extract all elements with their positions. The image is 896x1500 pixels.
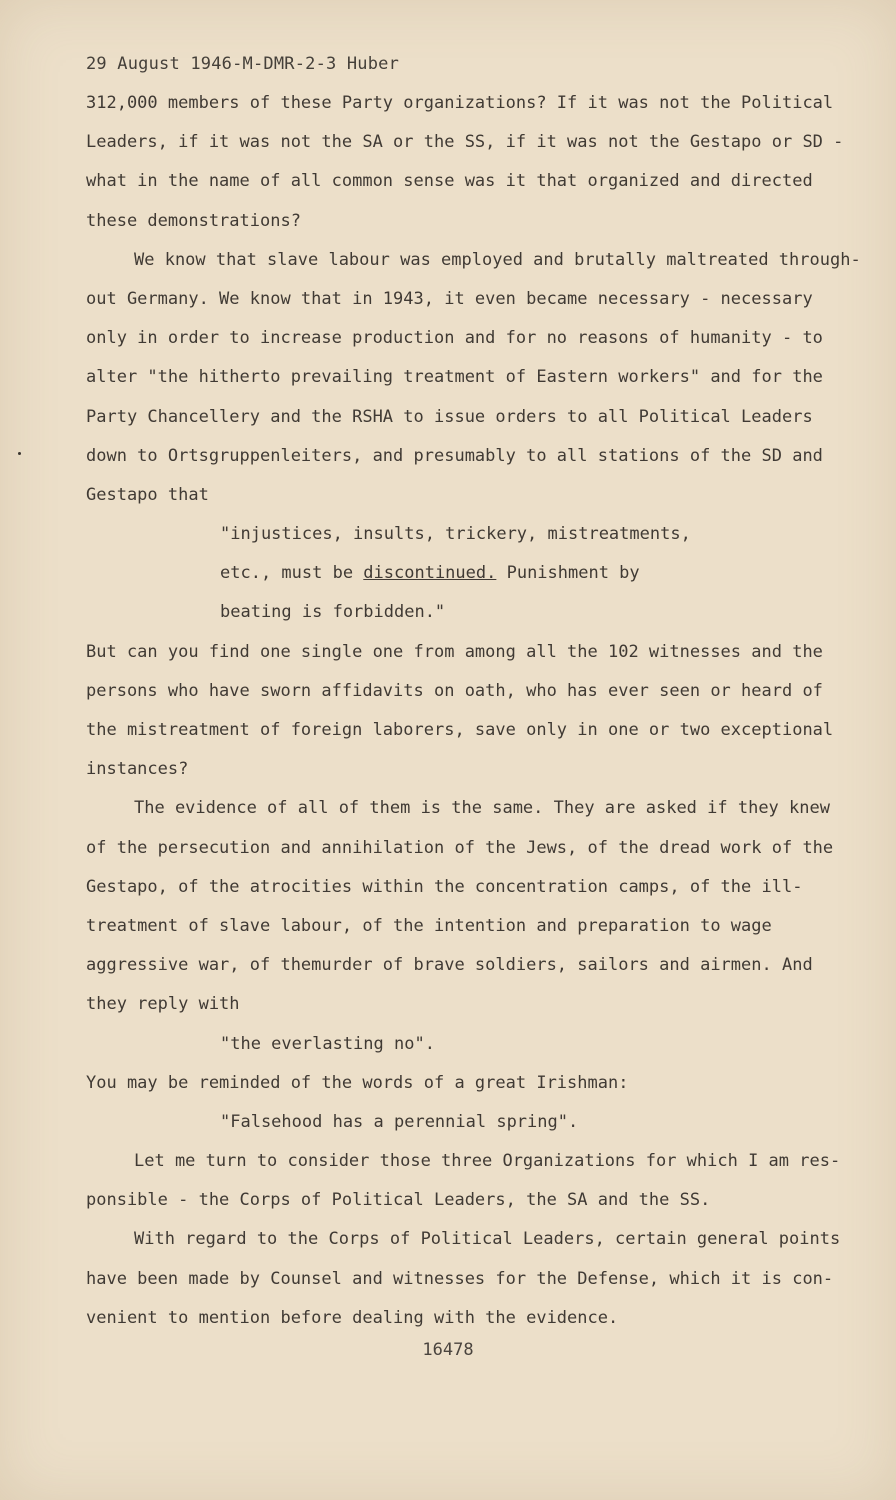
text-line: With regard to the Corps of Political Leaders, certain general points — [134, 1229, 841, 1250]
text-line: of the persecution and annihilation of the Jews, of the dread work of the — [86, 837, 834, 858]
quote-line: "Falsehood has a perennial spring". — [220, 1111, 579, 1132]
text-line: instances? — [86, 759, 189, 780]
text-line: these demonstrations? — [86, 210, 301, 231]
text-line: ponsible - the Corps of Political Leaders, the SA and the SS. — [86, 1190, 711, 1211]
text-line: Leaders, if it was not the SA or the SS, if it was not the Gestapo or SD - — [86, 132, 844, 153]
page-number: 16478 — [422, 1340, 474, 1360]
underlined-text: discontinued. — [363, 563, 497, 584]
text-line: Gestapo that — [86, 484, 209, 505]
text-line: persons who have sworn affidavits on oath, who has ever seen or heard of — [86, 680, 823, 701]
text-line: out Germany. We know that in 1943, it even became necessary - necessary — [86, 288, 813, 309]
text-line: We know that slave labour was employed and brutally maltreated through- — [134, 249, 861, 270]
text-line: down to Ortsgruppenleiters, and presumably to all stations of the SD and — [86, 445, 823, 466]
quote-text: etc., must be — [220, 563, 364, 584]
text-line: Gestapo, of the atrocities within the concentration camps, of the ill- — [86, 876, 803, 897]
quote-text: Punishment by — [496, 563, 640, 584]
text-line: 312,000 members of these Party organizations? If it was not the Political — [86, 93, 834, 113]
quote-line: "the everlasting no". — [220, 1033, 435, 1054]
text-line: The evidence of all of them is the same. They are asked if they knew — [134, 798, 830, 819]
quote-line: "injustices, insults, trickery, mistreatments, — [220, 524, 691, 545]
text-line: You may be reminded of the words of a great Irishman: — [86, 1072, 629, 1093]
text-line: Party Chancellery and the RSHA to issue orders to all Political Leaders — [86, 406, 813, 427]
text-line: they reply with — [86, 994, 240, 1015]
page-header: 29 August 1946-M-DMR-2-3 Huber — [86, 54, 400, 74]
document-body — [86, 86, 861, 1340]
text-line: have been made by Counsel and witnesses for the Defense, which it is con- — [86, 1268, 834, 1289]
text-line: Let me turn to consider those three Organizations for which I am res- — [134, 1151, 841, 1172]
quote-line — [86, 556, 836, 595]
text-line: what in the name of all common sense was it that organized and directed — [86, 171, 813, 192]
margin-mark — [18, 452, 21, 455]
text-line: alter "the hitherto prevailing treatment of Eastern workers" and for the — [86, 367, 823, 388]
text-line: the mistreatment of foreign laborers, save only in one or two exceptional — [86, 720, 834, 740]
text-line: treatment of slave labour, of the intention and preparation to wage — [86, 915, 772, 936]
text-line: venient to mention before dealing with the evidence. — [86, 1307, 619, 1328]
quote-line: beating is forbidden." — [220, 602, 446, 623]
text-line: only in order to increase production and for no reasons of humanity - to — [86, 328, 823, 349]
text-line: aggressive war, of themurder of brave soldiers, sailors and airmen. And — [86, 955, 813, 976]
text-line: But can you find one single one from among all the 102 witnesses and the — [86, 641, 823, 662]
